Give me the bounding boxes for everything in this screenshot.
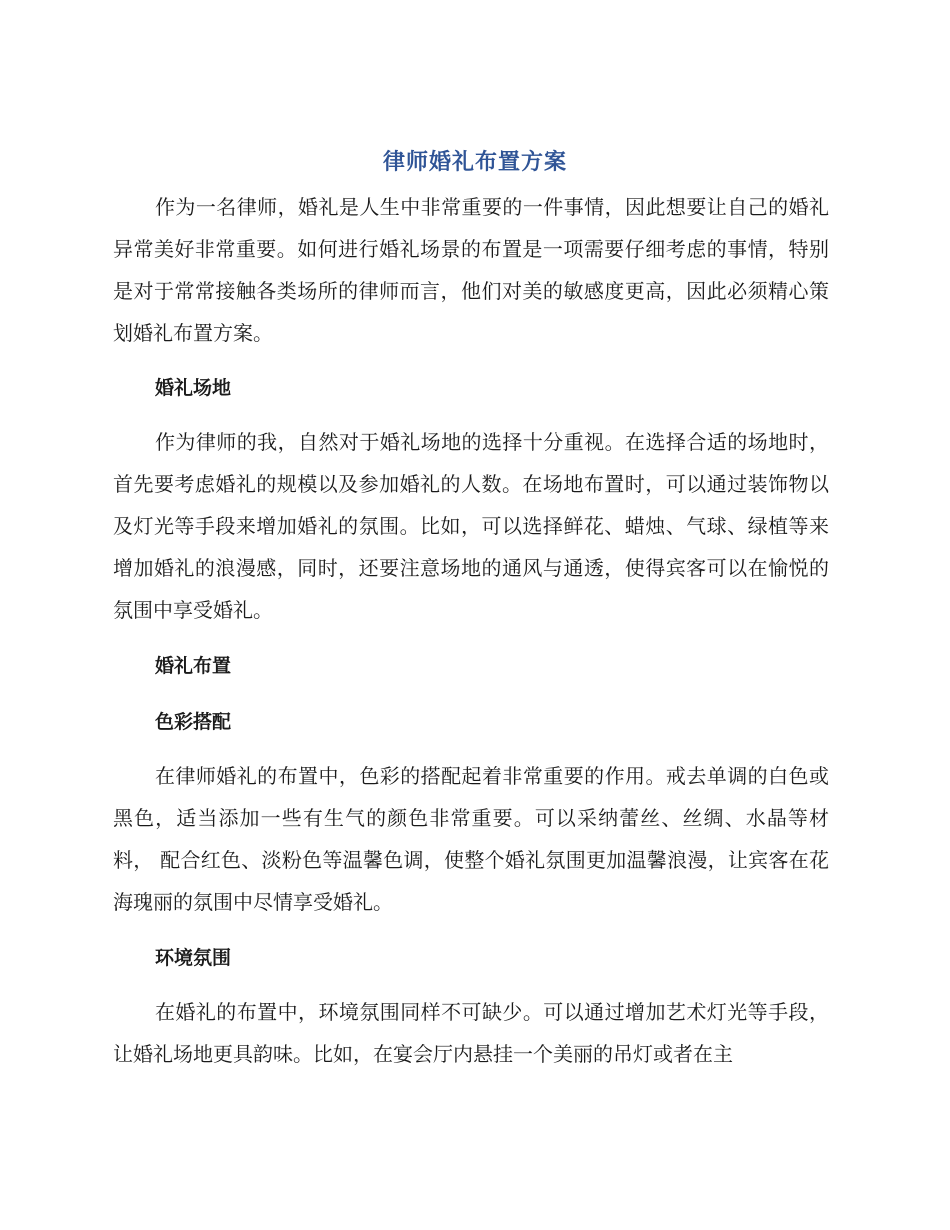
color-matching-paragraph: 在律师婚礼的布置中，色彩的搭配起着非常重要的作用。戒去单调的白色或黑色，适当添加一些有生气的颜色非常重要。可以采纳蕾丝、丝绸、水晶等材料， 配合红色、淡粉色等温馨色调，使整个婚礼氛围更加温馨浪漫，让宾客在花海瑰丽的氛围中尽情享受婚礼。 [113, 764, 829, 914]
section-heading-atmosphere: 环境氛围 [155, 947, 232, 969]
section-heading-venue: 婚礼场地 [155, 377, 232, 399]
document-title: 律师婚礼布置方案 [382, 150, 567, 175]
atmosphere-paragraph: 在婚礼的布置中，环境氛围同样不可缺少。可以通过增加艺术灯光等手段，让婚礼场地更具韵味。比如，在宴会厅内悬挂一个美丽的吊灯或者在主 [113, 1000, 829, 1066]
venue-paragraph: 作为律师的我，自然对于婚礼场地的选择十分重视。在选择合适的场地时，首先要考虑婚礼的规模以及参加婚礼的人数。在场地布置时，可以通过装饰物以及灯光等手段来增加婚礼的氛围。比如，可以选择鲜花、蜡烛、气球、绿植等来增加婚礼的浪漫感，同时，还要注意场地的通风与通透，使得宾客可以在愉悦的氛围中享受婚礼。 [113, 430, 829, 622]
section-heading-color-matching: 色彩搭配 [155, 711, 232, 733]
section-heading-decoration: 婚礼布置 [155, 655, 232, 677]
intro-paragraph: 作为一名律师，婚礼是人生中非常重要的一件事情，因此想要让自己的婚礼异常美好非常重要。如何进行婚礼场景的布置是一项需要仔细考虑的事情，特别是对于常常接触各类场所的律师而言，他们对美的敏感度更高，因此必须精心策划婚礼布置方案。 [113, 195, 829, 345]
